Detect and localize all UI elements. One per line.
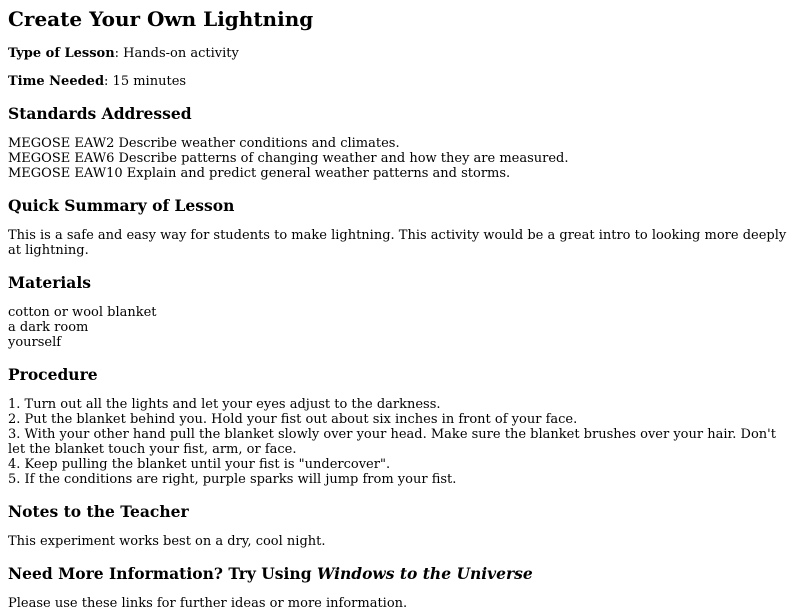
procedure-step: 3. With your other hand pull the blanket slowly over your head. Make sure the blanket brushes over your hair. Don't let the blanket touch your fist, arm, or face. [8,427,776,457]
notes-heading: Notes to the Teacher [8,502,189,521]
procedure-step: 2. Put the blanket behind you. Hold your fist out about six inches in front of your face. [8,412,578,427]
material-item: a dark room [8,320,89,335]
standards-heading: Standards Addressed [8,104,192,123]
materials-list [8,305,792,350]
lesson-type-label: Type of Lesson [8,46,115,61]
procedure-steps [8,397,792,487]
quick-summary-text: This is a safe and easy way for students to make lightning. This activity would be a great intro to looking more deeply at lightning. [8,228,787,258]
more-info-heading-plain: Need More Information? Try Using [8,564,317,583]
more-info-heading-italic: Windows to the Universe [316,564,533,583]
lesson-type-value: : Hands-on activity [114,46,239,61]
standard-line: MEGOSE EAW6 Describe patterns of changing weather and how they are measured. [8,151,569,166]
standards-list [8,136,792,181]
notes-text: This experiment works best on a dry, cool night. [8,534,326,549]
lesson-document [8,8,792,611]
lesson-type-line [8,46,792,61]
material-item: cotton or wool blanket [8,305,157,320]
quick-summary-heading: Quick Summary of Lesson [8,196,235,215]
page-title: Create Your Own Lightning [8,7,314,31]
time-needed-value: : 15 minutes [104,74,187,89]
standard-line: MEGOSE EAW2 Describe weather conditions and climates. [8,136,400,151]
more-info-heading [8,565,792,583]
procedure-heading: Procedure [8,365,98,384]
footer-links-intro: Please use these links for further ideas or more information. [8,596,408,611]
material-item: yourself [8,335,62,350]
procedure-step: 1. Turn out all the lights and let your eyes adjust to the darkness. [8,397,441,412]
standard-line: MEGOSE EAW10 Explain and predict general weather patterns and storms. [8,166,511,181]
procedure-step: 4. Keep pulling the blanket until your fist is "undercover". [8,457,391,472]
procedure-step: 5. If the conditions are right, purple sparks will jump from your fist. [8,472,457,487]
time-needed-line [8,74,792,89]
materials-heading: Materials [8,273,91,292]
time-needed-label: Time Needed [8,74,105,89]
